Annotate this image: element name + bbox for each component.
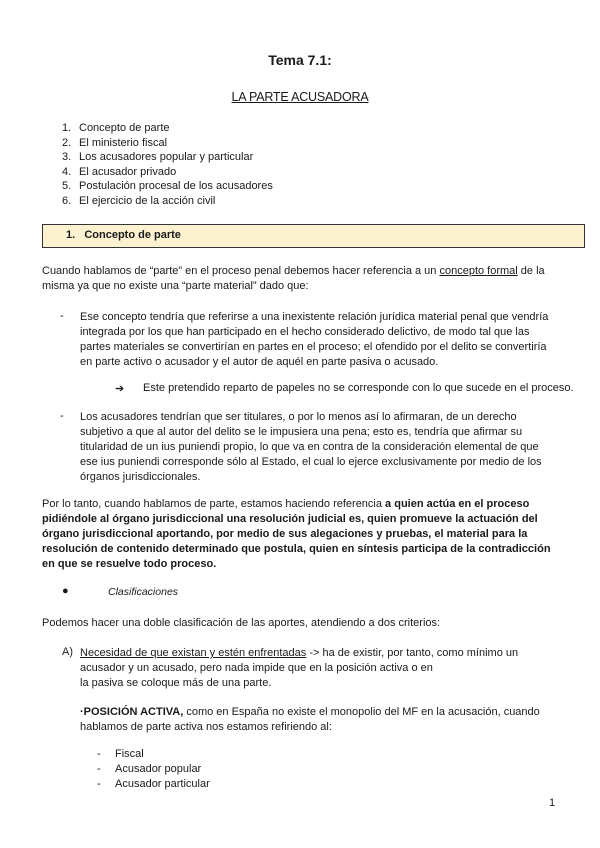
arrow-right-icon: ➔ <box>115 383 125 395</box>
posicion-activa-line: hablamos de parte activa nos estamos refiriendo al: <box>80 721 332 733</box>
list-letter: A) <box>62 646 73 658</box>
list-item: Fiscal <box>115 748 144 760</box>
item-a-line: Necesidad de que existan y estén enfrentadas -> ha de existir, por tanto, como mínimo un <box>80 647 519 659</box>
dash-marker: - <box>97 748 101 760</box>
bullet-icon: ● <box>62 585 69 597</box>
toc-item: 5. Postulación procesal de los acusadores <box>62 180 273 193</box>
toc-item: 3. Los acusadores popular y particular <box>62 151 254 164</box>
classification-intro: Podemos hacer una doble clasificación de las aportes, atendiendo a dos criterios: <box>42 617 441 629</box>
toc-item: 4. El acusador privado <box>62 165 177 178</box>
posicion-activa-line: ·POSICIÓN ACTIVA, como en España no existe el monopolio del MF en la acusación, cuando <box>80 706 540 718</box>
item-a-line: acusador y un acusado, pero nada impide que en la posición activa o en <box>80 662 433 674</box>
classifications-heading: Clasificaciones <box>108 586 179 598</box>
dash-paragraph: Ese concepto tendría que referirse a una inexistente relación jurídica material penal que vendría integrada por los que han participado en el hecho considerado delictivo, de modo tal que las partes materiales se convertirían en partes en el proceso; el ofendido por el delito se convertiría en parte activo o acusador y el autor de aquél en parte pasiva o acusado. <box>80 311 549 368</box>
intro-paragraph: Cuando hablamos de “parte” en el proceso penal debemos hacer referencia a un concepto formal de la misma ya que no existe una “parte material” dado que: <box>42 265 545 292</box>
concepto-formal-term: concepto formal <box>439 265 518 277</box>
toc-item: 2. El ministerio fiscal <box>62 136 168 149</box>
conclusion-paragraph: Por lo tanto, cuando hablamos de parte, estamos haciendo referencia a quien actúa en el proceso pidiéndole al órgano jurisdiccional una resolución judicial es, quien promueve la actuación del órgano jurisdiccional aportando, por medio de sus alegaciones y pruebas, el material para la resolución de contenido determinado que postula, quien en síntesis participa de la contradicción en que se resuelve todo proceso. <box>42 498 551 570</box>
list-item: Acusador popular <box>115 763 202 775</box>
item-a-line: la pasiva se coloque más de una parte. <box>80 677 272 689</box>
dash-marker: - <box>60 310 64 322</box>
dash-marker: - <box>97 778 101 790</box>
section-heading: 1. Concepto de parte <box>66 229 181 241</box>
list-item: Acusador particular <box>115 778 210 790</box>
document-subtitle: LA PARTE ACUSADORA <box>231 90 369 104</box>
page-title: Tema 7.1: <box>268 52 332 68</box>
dash-marker: - <box>97 763 101 775</box>
dash-marker: - <box>60 410 64 422</box>
toc-item: 1. Concepto de parte <box>62 122 170 134</box>
arrow-note: Este pretendido reparto de papeles no se corresponde con lo que sucede en el proceso. <box>143 382 574 394</box>
page-number: 1 <box>549 797 556 809</box>
toc-item: 6. El ejercicio de la acción civil <box>62 195 216 207</box>
dash-paragraph: Los acusadores tendrían que ser titulares, o por lo menos así lo afirmaran, de un derecho subjetivo a que al autor del delito se le impusiera una pena; esto es, tendría que afirmar su titularidad de un ius puniendi propio, lo que va en contra de la consideración elemental de que ese ius puniendi corresponde sólo al Estado, el cual lo ejerce exclusivamente por medio de los órganos jurisdiccionales. <box>80 411 542 483</box>
